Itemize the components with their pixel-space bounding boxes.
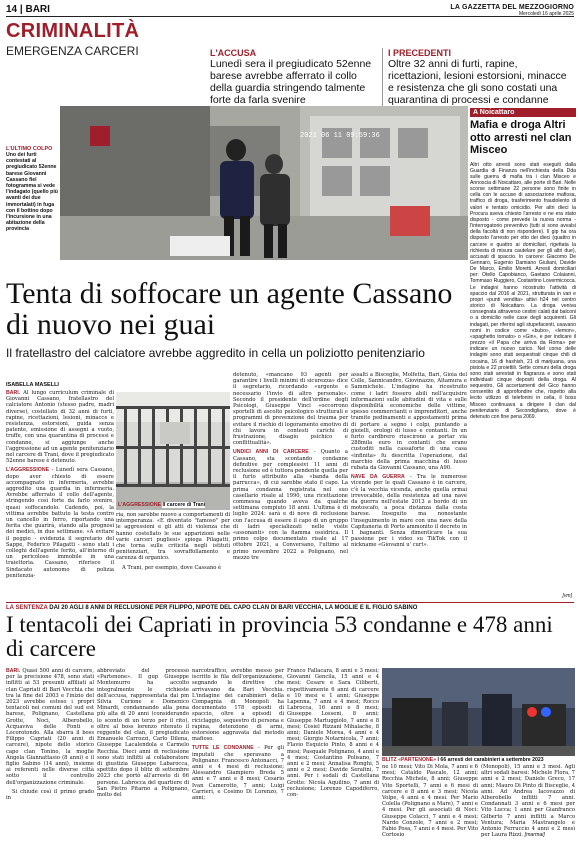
sidebar-label: A Noicattaro xyxy=(470,108,576,117)
article-column-4 xyxy=(351,372,467,592)
article2-column-3 xyxy=(192,668,284,838)
subhead: L'AGGRESSIONE xyxy=(6,467,50,474)
article-text: Quasi 500 anni di carcere, per la precisione 478, sono stati inflitti ai 53 presunti affiliati al clan Capriati di Bari Vecchia che tra la fine del 2003 e l'inizio del 2023 avrebbe esteso i propri tentacoli nei comuni del sud est barese, Polignano, Castellana Grotte, Noci, Alberobello, Acquaviva delle Fonti e Locorotondo. Alla sbarra il boss Filippo Capriati (20 anni di carcere), nipote dello storico capo clan Tonino, la moglie Angela Giannattasio (8 anni) e il figlio Sabino (14 anni), insieme ai referenti nelle diverse città sotto il controllo dell'organizzazione criminale. xyxy=(6,668,94,786)
accusa-text: Lunedì sera il pregiudicato 52enne barese avrebbe afferrato il collo della guardia stringendo talmente forte da farla svenire xyxy=(210,58,372,106)
article-text: Al lungo curriculum criminale di Giovanni Cassano, fratellastro del calciatore Antonio (stesso padre, madri diverse), costellato di 32 anni di furti, rapine, ricettazioni, lesioni, minacce e resistenza, estorsioni, guida senza patente, emissione di assegni a vuoto, truffe, con una quarantina di processi e condanne, si aggiunge anche l'aggressione ad un agente penitenziario nel carcere di Trani, dove il pregiudicato 52enne barese è detenuto. xyxy=(6,390,114,465)
subhead: TUTTE LE CONDANNE xyxy=(192,745,254,752)
subsection-title: EMERGENZA CARCERI xyxy=(6,44,139,58)
precedenti-label: I PRECEDENTI xyxy=(388,48,452,58)
cell-photo-label: L'AGGRESSIONE xyxy=(118,502,162,508)
article2-column-2: abbreviato del processo «Partenone». Il gup Giuseppe Montemurro ha accolto integralmente le richieste dell'accusa, rappresentata dai pm Silvia Curione e Domenico Minardi, condannando alla pena più alta di 20 anni (considerando lo sconto di un terzo per il rito), oltre al boss lorenzo ritenuto il reggente del clan, il pregiudicato Emanuele Carrozzi, Carlo Dilena, Giuseppe Lacalendola e Carmelo Recchia. Dieci anni di reclusione sono stati inflitti al collaboratore di giustizia Giuseppe Labarocca, spettito dopo il blitz di settembre 2023 che portò all'arresto di 66 persone. Labrocca del quartiere di San Pietro Pitarno a Polignano, molto del xyxy=(97,668,189,799)
photo-caption-label: L'ULTIMO COLPO xyxy=(6,146,53,152)
page-number: 14 | BARI xyxy=(6,4,50,15)
precedenti-text: Oltre 32 anni di furti, rapine, ricettazioni, lesioni estorsioni, minacce e resistenza che gli sono costati una quarantina di processi e condanne xyxy=(388,58,567,106)
article2-column-4: Franco Fallacara, 8 anni e 3 mesi; Giovanni Gencila, 15 anni e 4 mesi; Cesare e Sara Ciliberti, rispettivamente 6 anni di carcere e 10 mesi e 1 anni; Giuseppe Lapenna, 7 anni e 4 mesi; Rocco Labrocca, 16 anni e 8 mesi; Giuseppe Losseni, 8 anni; Giuseppe Martuggiolo, 7 anni e 8 mesi; Cosiel Rizzani Mihalache, 8 anni; Daniele Morea, 4 anni e 4 mesi; Giorgio Notarnicola, 7 anni; Flavio Esquicio Pinto, 8 anni e 4 mesi; Pasquale Polignano, 4 anni e 4 mesi; Costantino Polisano, 7 anni e 2 mesi; Annalisa Ronghi, 5 anni e 2 mesi; Davide Serafini, 7 anni. Per i sodali di Castellana Grotte: Nicola Aquilino, 7 anni di reclusione; Lorenzo Capodiferro, con- xyxy=(287,668,379,799)
sidebar-body: Altri otto arresti sono stati eseguiti dalla Guardia di Finanza nell'inchiesta della Dda sulle guerra di mafia tra i clan Misceo e Annoscia di Noicattaro, alle porte di Bari. Nelle scorse settimane 22 persone sono finite in cella con le accuse di associazione mafiosa, traffico di droga, trasferimento fraudolento di valori e tentato omicidio. Per altri dieci la Procura aveva chiesto l'arresto e ne era stato disposto - come prevede la nuova norma - l'interrogatorio preventivo (tutti si sono avvalsi della facoltà di non rispondere). Il gip ha ora disposto l'arresto per otto dei dieci (quattro in carcere e quattro ai domiciliari, rigettata la richiesta di misura cautelare per gli altri due), accusati di spaccio. In carcere: Giacomo De Gennaro, Eugenio Damiano Giuliani, Davide De Marco, Emilio Moretti. Arresti domiciliari per: Otello Capobianco, Gaetano Colaianni, Tommaso Ruggiero, Costantino Lovermicocca. Le indagini hanno ricostruito l'attività di spaccio dal 2016 al 2021, strutturata in vari e propri «punti vendita» attivi h24 nel centro storico di Noicattaro. La droga veniva consegnata attraverso cestini calati dai balconi o a domicilio nelle case degli acquirenti. Gli indagati, per riferirsi agli stupefacenti, usavano nomi in codice come «bubo», «lemon», «spaghetto tornato» o «Gin», e per indicare il prezzo «il Papa che arriva da Roma» per indicare un nuovo carico. Nel corso delle indagini sono stati sequestrati cinque chili di cocaina, 16 di hashish, 21 di marijuana, una pistola e 22 proiettili. Sette comuni della droga sono stati arrestati in flagranza e sono stati individuati cinque depositi della droga. Al sequestro, Gli accertamenti del Gico hanno consentito di approfondire che, rispetto alla lecito utilizzo di telefonini in cella, il boss Misceo continuava a dirigere il clan dal penitenziario di Secondigliano, dove è detenuto con fine pena 2069. xyxy=(470,161,576,420)
kicker-label: LA SENTENZA xyxy=(6,605,48,611)
kicker-text: DAI 20 AGLI 8 ANNI DI RECLUSIONE PER FILIPPO, NIPOTE DEL CAPO CLAN DI BARI VECCHIA, LA MOGLIE E IL FIGLIO SABINO xyxy=(49,605,418,611)
accusa-label: L'ACCUSA xyxy=(210,48,257,58)
photo-caption-text: Uno dei furti contestati al pregiudicato 52enne barese Giovanni Cassano fiel fotogramma si vede l'indagato (quello più avanti dei due immortalati) in fuga con il bottino dopo l'incursione in una abitazione della provincia xyxy=(6,152,58,233)
precedenti-box xyxy=(382,48,572,106)
issue-date: Mercoledì 16 aprile 2025 xyxy=(518,11,574,17)
article-text: (Monopoli), 15 anni e 3 mesi. Agli altri sodali baresi: Michele Flora, 7 anni e 2 mesi; Daniele Greco, 17 anni; Mauro Di Pinto di Bisceglie, 4 anni. Ad Andrea Iacovazzo di Alberobello inflitti 7 anni. Condannati 3 anni e 6 mesi per Vito Lucca; 1 anni per Gianfranco Gilberto 7 anni inflitti a Marco Ventura; Maria Mastrangelo e Antonio Ferruccio 4 anni e 2 mesi per Laura Rizzi. xyxy=(481,764,575,839)
article-text: A Trani, per esempio, dove Cassano è xyxy=(122,564,222,571)
section-title: CRIMINALITÀ xyxy=(6,20,140,42)
newspaper-name: LA GAZZETTA DEL MEZZOGIORNO xyxy=(450,4,574,11)
dateline: BARI. xyxy=(6,668,21,674)
article2-column-1 xyxy=(6,668,94,838)
main-headline: Tenta di soffocare un agente Cassano di nuovo nei guai xyxy=(6,277,453,341)
article-text: - Per gli imputati che speravano a Polignano: Francesco Antonacci, 7 anni e 4 mesi di reclusione; Alessandro Giampiero Breda 5 anni e 7 anni e 8 mesi; Cesario Ivan Camerotto, 7 anni; Luigi Carrieri, e Cosimo Di Lorenzo, 7 anni; xyxy=(192,745,284,802)
article-text: ria, non sarebbe nuovo a comportamenti di intemperanza. «E diventato "famoso" per le aggressioni e gli atti di violenza che hanno costellato le sue apparizioni nelle varie carceri pugliesi» spiega Pilagatti, che torna sulle criticità negli istituti penitenziari, tra sovraffollamento e carenza di organico. xyxy=(116,512,230,562)
cctv-photo xyxy=(60,106,468,260)
subhead: UNDICI ANNI DI CARCERE xyxy=(233,449,309,456)
prison-cell-photo xyxy=(116,392,230,510)
article-column-3 xyxy=(233,372,348,592)
blitz-label: BLITZ «PARTENONE» xyxy=(382,757,437,763)
blitz-photo-caption xyxy=(382,757,575,763)
sentence-kicker xyxy=(6,602,574,611)
cell-photo-text: Il carcere di Trani xyxy=(162,502,206,508)
article-text: narcotraffico, avrebbe messo per iscritto le fila dell'organizzazione, segnando le direttive che arrivavano da Bari Vecchia. L'indagine dei carabinieri della Compagnia di Monopoli ha documentato 178 episodi di spaccio, oltre a episodi di riciclaggio, sequestro di persona e rapina, detenzione di armi, estorsione aggravata dal metodo mafioso. xyxy=(192,668,284,743)
article-text: - Tra le numerose vicende per le quali Cassano è in carcere, c'è la vecchia vicenda, anche quella ormai irrevocabile, della resistenza ad una nave da guerra nell'estate 2013 a bordo di un motoscafo, a poca distanza dalla costa barese. Inseguito ma nonostante l'inseguimento in mare con una nave della Capitaneria di Porto ammonito il decreto in 1 bagnanti. Senza dimenticare la sua passione per i video su TikTok con il nickname «Giovanni u' curt». xyxy=(351,474,467,549)
subhead: NAVE DA GUERRA xyxy=(351,474,405,481)
article-text: - Lunedì sera Cassano, dopo aver chiesto di essere accompagnato in infermeria, avrebbe aggredito una guardia in infermeria. Avrebbe afferrato il collo dell'agente, stringendo così forte da farlo svenire, quasi soffocandolo. Cadendo, poi, la vittima avrebbe battuto la testa contro un cancello in ferro, riportando una ferita che guarirà, stando alla prognosi dei medici, in due settimane. «A evitare il peggio - evidenzia il segretario del Sappe, Federico Pilagatti - sono stati i colleghi dell'agente ferito, all'interno di un pericoloso immobile in una traiettoria. Cassano, riferisce il Sindacato autonomo di polizia penitenzia- xyxy=(6,467,114,579)
article2-signature: [marmai] xyxy=(524,832,545,839)
cctv-timestamp: 2021 06 11 09:59:36 xyxy=(300,132,380,140)
sidebar-title: Mafia e droga Altri otto arresti nel clan Misceo xyxy=(470,119,572,156)
dateline: BARI. xyxy=(6,390,21,396)
sidebar-signature: [vm] xyxy=(562,593,572,599)
article-column-2 xyxy=(116,512,230,592)
article-text: Si chiude così il primo grado in xyxy=(6,788,94,802)
sidebar-article xyxy=(470,108,576,648)
article2-column-5: ne 10 mesi; Vito Di Mola, 7 anni e 6 mesi; Cataldo Pascale, 12 anni; Recchia Michele, 8 anni; Giuseppe Vito Sportelli, 7 anni e 6 mesi di carcere e 8 anni e 3 mesi; Nicola Volpe, 4 anni e 4 mesi. Per Mario Colella (Polignano a Mare), 7 anni e 4 mesi. Per gli associati di Noci: Giuseppe Colacci, 7 anni e 4 mesi; Nardo Conzole, 7 anni e 2 mesi; Fabio Posa, 7 anni e 4 mesi. Per Vito Cortosio xyxy=(382,764,478,839)
standfirst: Il fratellastro del calciatore avrebbe aggredito in cella un poliziotto penitenziario xyxy=(6,346,425,360)
page-header xyxy=(6,4,574,17)
article-text: assalti a Bisceglie, Molfetta, Bari, Gioia del Colle, Sannicandro, Giovinazzo, Altamura e Sammichele. L'indagine ha ricostruito come i ladri fossero abili nell'acquisire informazioni sulle abitudini di vita e sulle disponibilità economiche delle vittime, spesso commercianti o imprenditori, anche tramite pedinamenti e appostamenti prima di portare a segno i colpi, puntando a gioielli, orologi di lusso e contanti. In un furto cardbrero riuscirono a portar via 288mila euro in contanti che erano custoditi nella cassaforte di una casa «infinita» fu descritta l'operazione, dal marchio della prima macchina di lusso rubata da Giovanni Cassano, una A90. xyxy=(351,372,467,472)
accusa-box xyxy=(210,48,374,106)
cell-photo-caption xyxy=(118,502,205,508)
article-text: detenuto, «mancano 93 agenti per garantire i livelli minimi di sicurezza» dice il segretario, ricordando «urgente e necessario l'invio di altro personale». Secondo il presidente dell'ordine degli Psicologi, Giuseppe Vinci «occorrono sportelli di ascolto psicologico strutturali e programmi di prevenzione del trauma per evitare il rischio di logoramento emotivo di chi lavora in contesti carichi di frustrazione, disagio psichico e conflittualità». xyxy=(233,372,348,447)
article2-column-6 xyxy=(481,764,575,840)
photo-caption xyxy=(6,146,60,233)
article-text: - Quanto a Cassano, sta scontando condanne definitive per complessivi 11 anni di reclusione ed è tuttora pendente quella per il furto attribuito alla «banda della parrucca», di cui sarebbe stato il capo. La prima condanna registrata nel suo casellario risale al 1990, una ricettazione commessa quando aveva da qualche settimana compiuto 18 anni. L'ultima è di luglio 2024: sarà e di nove di reclusione con l'accusa di essere il capo di un gruppo di ladri specializzati nelle visite «assonanti» con la fiamma ossidrica. Il primo colpo documentato risale al 17 ottobre 2021, a Conversano, l'ultimo al primo novembre 2022 a Polignano, nel mezzo tre xyxy=(233,449,348,561)
byline: ISABELLA MASELLI xyxy=(6,382,59,388)
article-column-1 xyxy=(6,390,114,590)
blitz-text: I 66 arresti dei carabinieri a settembre 2023 xyxy=(437,757,544,763)
blitz-photo xyxy=(382,668,575,756)
second-headline: I tentacoli dei Capriati in provincia 53 condanne e 478 anni di carcere xyxy=(6,612,553,661)
